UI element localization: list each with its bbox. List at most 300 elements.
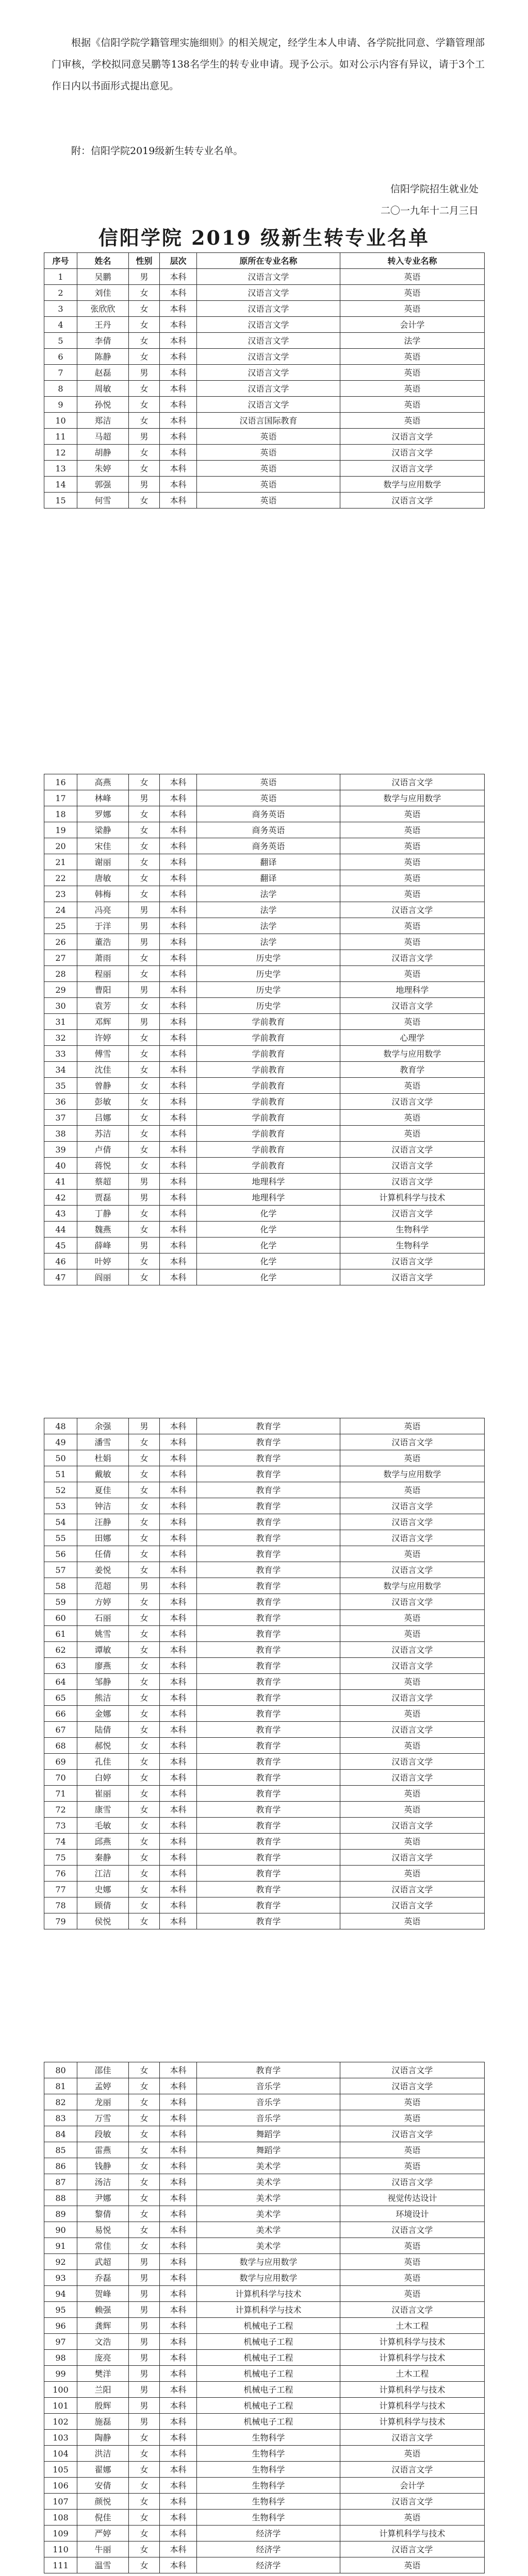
gender-cell: 女	[129, 2078, 160, 2094]
from-major-cell: 生物科学	[197, 2462, 340, 2478]
level-cell: 本科	[160, 2526, 197, 2541]
name-cell: 汤洁	[77, 2174, 129, 2190]
level-cell: 本科	[160, 1190, 197, 1206]
table-row	[44, 2094, 485, 2110]
seq-cell: 23	[44, 886, 77, 902]
from-major-cell: 汉语言文学	[197, 333, 340, 349]
table-row	[44, 1674, 485, 1690]
from-major-cell: 历史学	[197, 982, 340, 998]
level-cell: 本科	[160, 998, 197, 1014]
name-cell: 吴鹏	[77, 269, 129, 285]
to-major-cell: 汉语言文学	[340, 493, 485, 509]
level-cell: 本科	[160, 2222, 197, 2238]
name-cell: 姜悦	[77, 1562, 129, 1578]
gender-cell: 女	[129, 870, 160, 886]
seq-cell: 56	[44, 1546, 77, 1562]
level-cell: 本科	[160, 2462, 197, 2478]
level-cell: 本科	[160, 1562, 197, 1578]
to-major-cell: 英语	[340, 1786, 485, 1802]
table-row	[44, 2158, 485, 2174]
name-cell: 刘佳	[77, 285, 129, 301]
seq-cell: 72	[44, 1802, 77, 1818]
table-row	[44, 2510, 485, 2526]
table-block	[44, 774, 485, 1285]
table-row	[44, 854, 485, 870]
gender-cell: 女	[129, 349, 160, 365]
seq-cell: 11	[44, 429, 77, 445]
table-row	[44, 1514, 485, 1530]
from-major-cell: 教育学	[197, 1897, 340, 1913]
level-cell: 本科	[160, 1866, 197, 1882]
gender-cell: 女	[129, 1642, 160, 1658]
from-major-cell: 汉语言文学	[197, 269, 340, 285]
to-major-cell: 英语	[340, 2510, 485, 2526]
from-major-cell: 教育学	[197, 1690, 340, 1706]
from-major-cell: 机械电子工程	[197, 2350, 340, 2366]
gender-cell: 女	[129, 1706, 160, 1722]
level-cell: 本科	[160, 2078, 197, 2094]
table-header-row	[44, 253, 485, 269]
from-major-cell: 商务英语	[197, 806, 340, 822]
gender-cell: 男	[129, 1014, 160, 1030]
level-cell: 本科	[160, 2206, 197, 2222]
to-major-cell: 汉语言文学	[340, 1722, 485, 1738]
table-row	[44, 1897, 485, 1913]
level-cell: 本科	[160, 2190, 197, 2206]
gender-cell: 女	[129, 2110, 160, 2126]
level-cell: 本科	[160, 966, 197, 982]
seq-cell: 32	[44, 1030, 77, 1046]
level-cell: 本科	[160, 349, 197, 365]
gender-cell: 女	[129, 1850, 160, 1866]
seq-cell: 61	[44, 1626, 77, 1642]
table-row	[44, 1158, 485, 1174]
seq-cell: 35	[44, 1078, 77, 1094]
gender-cell: 女	[129, 1770, 160, 1786]
from-major-cell: 教育学	[197, 1770, 340, 1786]
from-major-cell: 学前教育	[197, 1014, 340, 1030]
from-major-cell: 教育学	[197, 1786, 340, 1802]
seq-cell: 71	[44, 1786, 77, 1802]
from-major-cell: 音乐学	[197, 2094, 340, 2110]
to-major-cell: 英语	[340, 2142, 485, 2158]
to-major-cell: 汉语言文学	[340, 429, 485, 445]
to-major-cell: 英语	[340, 1626, 485, 1642]
from-major-cell: 学前教育	[197, 1158, 340, 1174]
to-major-cell: 汉语言文学	[340, 1818, 485, 1834]
from-major-cell: 英语	[197, 790, 340, 806]
level-cell: 本科	[160, 461, 197, 477]
level-cell: 本科	[160, 2318, 197, 2334]
name-cell: 邓辉	[77, 1014, 129, 1030]
seq-cell: 43	[44, 1206, 77, 1222]
to-major-cell: 汉语言文学	[340, 774, 485, 790]
from-major-cell: 历史学	[197, 998, 340, 1014]
seq-cell: 105	[44, 2462, 77, 2478]
to-major-cell: 英语	[340, 1450, 485, 1466]
gender-cell: 男	[129, 1174, 160, 1190]
seq-cell: 9	[44, 397, 77, 413]
seq-cell: 65	[44, 1690, 77, 1706]
gender-cell: 男	[129, 269, 160, 285]
gender-cell: 女	[129, 1450, 160, 1466]
gender-cell: 女	[129, 822, 160, 838]
name-cell: 顾倩	[77, 1897, 129, 1913]
gender-cell: 女	[129, 1690, 160, 1706]
seq-cell: 98	[44, 2350, 77, 2366]
seq-cell: 53	[44, 1498, 77, 1514]
table-row	[44, 1754, 485, 1770]
gender-cell: 女	[129, 838, 160, 854]
table-row	[44, 806, 485, 822]
seq-cell: 51	[44, 1466, 77, 1482]
level-cell: 本科	[160, 285, 197, 301]
name-cell: 廖燕	[77, 1658, 129, 1674]
name-cell: 范超	[77, 1578, 129, 1594]
name-cell: 许婷	[77, 1030, 129, 1046]
header-to-major-cell: 转入专业名称	[340, 253, 485, 269]
name-cell: 叶婷	[77, 1253, 129, 1269]
name-cell: 钱静	[77, 2158, 129, 2174]
name-cell: 潘雪	[77, 1434, 129, 1450]
seq-cell: 101	[44, 2398, 77, 2414]
gender-cell: 男	[129, 2350, 160, 2366]
level-cell: 本科	[160, 1626, 197, 1642]
name-cell: 唐敏	[77, 870, 129, 886]
table-row	[44, 1882, 485, 1897]
to-major-cell: 汉语言文学	[340, 1594, 485, 1610]
level-cell: 本科	[160, 1078, 197, 1094]
from-major-cell: 数学与应用数学	[197, 2254, 340, 2270]
to-major-cell: 英语	[340, 2270, 485, 2286]
from-major-cell: 汉语言文学	[197, 349, 340, 365]
from-major-cell: 教育学	[197, 1882, 340, 1897]
gender-cell: 女	[129, 2238, 160, 2254]
table-row	[44, 477, 485, 493]
seq-cell: 21	[44, 854, 77, 870]
to-major-cell: 英语	[340, 365, 485, 381]
name-cell: 程丽	[77, 966, 129, 982]
level-cell: 本科	[160, 838, 197, 854]
to-major-cell: 英语	[340, 1738, 485, 1754]
from-major-cell: 教育学	[197, 1818, 340, 1834]
level-cell: 本科	[160, 1514, 197, 1530]
table-row	[44, 1222, 485, 1238]
name-cell: 邵佳	[77, 2062, 129, 2078]
from-major-cell: 计算机科学与技术	[197, 2286, 340, 2302]
name-cell: 施磊	[77, 2414, 129, 2430]
seq-cell: 69	[44, 1754, 77, 1770]
name-cell: 曾静	[77, 1078, 129, 1094]
table-row	[44, 349, 485, 365]
gender-cell: 女	[129, 2094, 160, 2110]
level-cell: 本科	[160, 2334, 197, 2350]
level-cell: 本科	[160, 1658, 197, 1674]
from-major-cell: 地理科学	[197, 1190, 340, 1206]
gender-cell: 女	[129, 397, 160, 413]
table-row	[44, 1253, 485, 1269]
to-major-cell: 汉语言文学	[340, 2462, 485, 2478]
table-row	[44, 2302, 485, 2318]
to-major-cell: 数学与应用数学	[340, 790, 485, 806]
seq-cell: 20	[44, 838, 77, 854]
gender-cell: 女	[129, 1786, 160, 1802]
name-cell: 杜娟	[77, 1450, 129, 1466]
to-major-cell: 法学	[340, 333, 485, 349]
to-major-cell: 汉语言文学	[340, 1269, 485, 1285]
to-major-cell: 英语	[340, 854, 485, 870]
gender-cell: 女	[129, 1482, 160, 1498]
name-cell: 庞亮	[77, 2350, 129, 2366]
seq-cell: 47	[44, 1269, 77, 1285]
gender-cell: 男	[129, 1190, 160, 1206]
from-major-cell: 翻译	[197, 854, 340, 870]
table-row	[44, 461, 485, 477]
name-cell: 林峰	[77, 790, 129, 806]
name-cell: 翟娜	[77, 2462, 129, 2478]
name-cell: 史娜	[77, 1882, 129, 1897]
table-row	[44, 2222, 485, 2238]
header-gender-cell: 性别	[129, 253, 160, 269]
gender-cell: 女	[129, 1078, 160, 1094]
level-cell: 本科	[160, 2238, 197, 2254]
gender-cell: 女	[129, 2190, 160, 2206]
seq-cell: 14	[44, 477, 77, 493]
seq-cell: 107	[44, 2494, 77, 2510]
level-cell: 本科	[160, 2541, 197, 2557]
name-cell: 石丽	[77, 1610, 129, 1626]
table-row	[44, 397, 485, 413]
to-major-cell: 汉语言文学	[340, 2302, 485, 2318]
name-cell: 雷燕	[77, 2142, 129, 2158]
table-row	[44, 2398, 485, 2414]
to-major-cell: 英语	[340, 886, 485, 902]
seq-cell: 78	[44, 1897, 77, 1913]
name-cell: 夏佳	[77, 1482, 129, 1498]
seq-cell: 104	[44, 2446, 77, 2462]
from-major-cell: 美术学	[197, 2190, 340, 2206]
level-cell: 本科	[160, 1110, 197, 1126]
gender-cell: 女	[129, 1834, 160, 1850]
name-cell: 朱婷	[77, 461, 129, 477]
name-cell: 孟婷	[77, 2078, 129, 2094]
gender-cell: 男	[129, 429, 160, 445]
seq-cell: 83	[44, 2110, 77, 2126]
table-row	[44, 1434, 485, 1450]
level-cell: 本科	[160, 2062, 197, 2078]
to-major-cell: 汉语言文学	[340, 902, 485, 918]
gender-cell: 女	[129, 1802, 160, 1818]
seq-cell: 60	[44, 1610, 77, 1626]
level-cell: 本科	[160, 2398, 197, 2414]
seq-cell: 97	[44, 2334, 77, 2350]
name-cell: 易悦	[77, 2222, 129, 2238]
from-major-cell: 英语	[197, 477, 340, 493]
table-row	[44, 317, 485, 333]
gender-cell: 女	[129, 1269, 160, 1285]
from-major-cell: 音乐学	[197, 2110, 340, 2126]
to-major-cell: 计算机科学与技术	[340, 1190, 485, 1206]
to-major-cell: 汉语言文学	[340, 461, 485, 477]
from-major-cell: 美术学	[197, 2206, 340, 2222]
name-cell: 贾磊	[77, 1190, 129, 1206]
to-major-cell: 英语	[340, 1418, 485, 1434]
from-major-cell: 学前教育	[197, 1078, 340, 1094]
gender-cell: 男	[129, 2334, 160, 2350]
from-major-cell: 机械电子工程	[197, 2398, 340, 2414]
from-major-cell: 法学	[197, 934, 340, 950]
to-major-cell: 英语	[340, 2254, 485, 2270]
from-major-cell: 学前教育	[197, 1046, 340, 1062]
to-major-cell: 英语	[340, 1546, 485, 1562]
name-cell: 孔佳	[77, 1754, 129, 1770]
seq-cell: 93	[44, 2270, 77, 2286]
table-row	[44, 822, 485, 838]
from-major-cell: 化学	[197, 1222, 340, 1238]
to-major-cell: 英语	[340, 1706, 485, 1722]
name-cell: 方婷	[77, 1594, 129, 1610]
name-cell: 黎倩	[77, 2206, 129, 2222]
seq-cell: 111	[44, 2557, 77, 2573]
name-cell: 阎丽	[77, 1269, 129, 1285]
level-cell: 本科	[160, 982, 197, 998]
name-cell: 谭敏	[77, 1642, 129, 1658]
gender-cell: 女	[129, 1062, 160, 1078]
gender-cell: 女	[129, 381, 160, 397]
gender-cell: 女	[129, 1754, 160, 1770]
level-cell: 本科	[160, 1594, 197, 1610]
seq-cell: 6	[44, 349, 77, 365]
name-cell: 汪静	[77, 1514, 129, 1530]
header-from-major-cell: 原所在专业名称	[197, 253, 340, 269]
from-major-cell: 汉语言国际教育	[197, 413, 340, 429]
level-cell: 本科	[160, 1530, 197, 1546]
from-major-cell: 地理科学	[197, 1174, 340, 1190]
from-major-cell: 汉语言文学	[197, 301, 340, 317]
level-cell: 本科	[160, 2478, 197, 2494]
seq-cell: 45	[44, 1238, 77, 1253]
level-cell: 本科	[160, 2414, 197, 2430]
to-major-cell: 汉语言文学	[340, 1094, 485, 1110]
to-major-cell: 英语	[340, 2110, 485, 2126]
from-major-cell: 化学	[197, 1206, 340, 1222]
table-row	[44, 333, 485, 349]
level-cell: 本科	[160, 822, 197, 838]
from-major-cell: 教育学	[197, 1642, 340, 1658]
from-major-cell: 学前教育	[197, 1062, 340, 1078]
seq-cell: 24	[44, 902, 77, 918]
table-row	[44, 1786, 485, 1802]
name-cell: 苏洁	[77, 1126, 129, 1142]
seq-cell: 30	[44, 998, 77, 1014]
level-cell: 本科	[160, 1269, 197, 1285]
gender-cell: 女	[129, 1530, 160, 1546]
from-major-cell: 英语	[197, 461, 340, 477]
seq-cell: 49	[44, 1434, 77, 1450]
level-cell: 本科	[160, 333, 197, 349]
seq-cell: 40	[44, 1158, 77, 1174]
from-major-cell: 音乐学	[197, 2078, 340, 2094]
table-row	[44, 2334, 485, 2350]
to-major-cell: 英语	[340, 381, 485, 397]
seq-cell: 79	[44, 1913, 77, 1929]
gender-cell: 女	[129, 2174, 160, 2190]
to-major-cell: 汉语言文学	[340, 950, 485, 966]
level-cell: 本科	[160, 854, 197, 870]
table-row	[44, 1626, 485, 1642]
level-cell: 本科	[160, 413, 197, 429]
level-cell: 本科	[160, 1706, 197, 1722]
level-cell: 本科	[160, 1014, 197, 1030]
seq-cell: 62	[44, 1642, 77, 1658]
seq-cell: 85	[44, 2142, 77, 2158]
to-major-cell: 英语	[340, 934, 485, 950]
to-major-cell: 英语	[340, 1674, 485, 1690]
to-major-cell: 英语	[340, 1126, 485, 1142]
table-row	[44, 790, 485, 806]
seq-cell: 37	[44, 1110, 77, 1126]
name-cell: 孙悦	[77, 397, 129, 413]
from-major-cell: 舞蹈学	[197, 2126, 340, 2142]
to-major-cell: 地理科学	[340, 982, 485, 998]
gender-cell: 女	[129, 1110, 160, 1126]
seq-cell: 44	[44, 1222, 77, 1238]
level-cell: 本科	[160, 2366, 197, 2382]
table-row	[44, 381, 485, 397]
to-major-cell: 土木工程	[340, 2318, 485, 2334]
to-major-cell: 生物科学	[340, 1238, 485, 1253]
from-major-cell: 英语	[197, 429, 340, 445]
table-row	[44, 902, 485, 918]
from-major-cell: 生物科学	[197, 2446, 340, 2462]
name-cell: 周敏	[77, 381, 129, 397]
to-major-cell: 汉语言文学	[340, 1174, 485, 1190]
from-major-cell: 教育学	[197, 1434, 340, 1450]
seq-cell: 100	[44, 2382, 77, 2398]
from-major-cell: 教育学	[197, 1514, 340, 1530]
name-cell: 段敏	[77, 2126, 129, 2142]
from-major-cell: 教育学	[197, 1834, 340, 1850]
gender-cell: 女	[129, 2222, 160, 2238]
to-major-cell: 英语	[340, 838, 485, 854]
to-major-cell: 英语	[340, 1078, 485, 1094]
seq-cell: 59	[44, 1594, 77, 1610]
name-cell: 兰阳	[77, 2382, 129, 2398]
table-row	[44, 1466, 485, 1482]
table-row	[44, 838, 485, 854]
seq-cell: 19	[44, 822, 77, 838]
level-cell: 本科	[160, 1690, 197, 1706]
gender-cell: 女	[129, 333, 160, 349]
gender-cell: 男	[129, 1578, 160, 1594]
level-cell: 本科	[160, 902, 197, 918]
table-row	[44, 2206, 485, 2222]
level-cell: 本科	[160, 1466, 197, 1482]
seq-cell: 25	[44, 918, 77, 934]
seq-cell: 82	[44, 2094, 77, 2110]
to-major-cell: 英语	[340, 1834, 485, 1850]
level-cell: 本科	[160, 1206, 197, 1222]
page-title: 信阳学院 2019 级新生转专业名单	[98, 226, 430, 249]
level-cell: 本科	[160, 1610, 197, 1626]
table-row	[44, 301, 485, 317]
table-row	[44, 998, 485, 1014]
gender-cell: 女	[129, 1738, 160, 1754]
name-cell: 赖强	[77, 2302, 129, 2318]
table-row	[44, 1706, 485, 1722]
from-major-cell: 教育学	[197, 1738, 340, 1754]
gender-cell: 男	[129, 2382, 160, 2398]
